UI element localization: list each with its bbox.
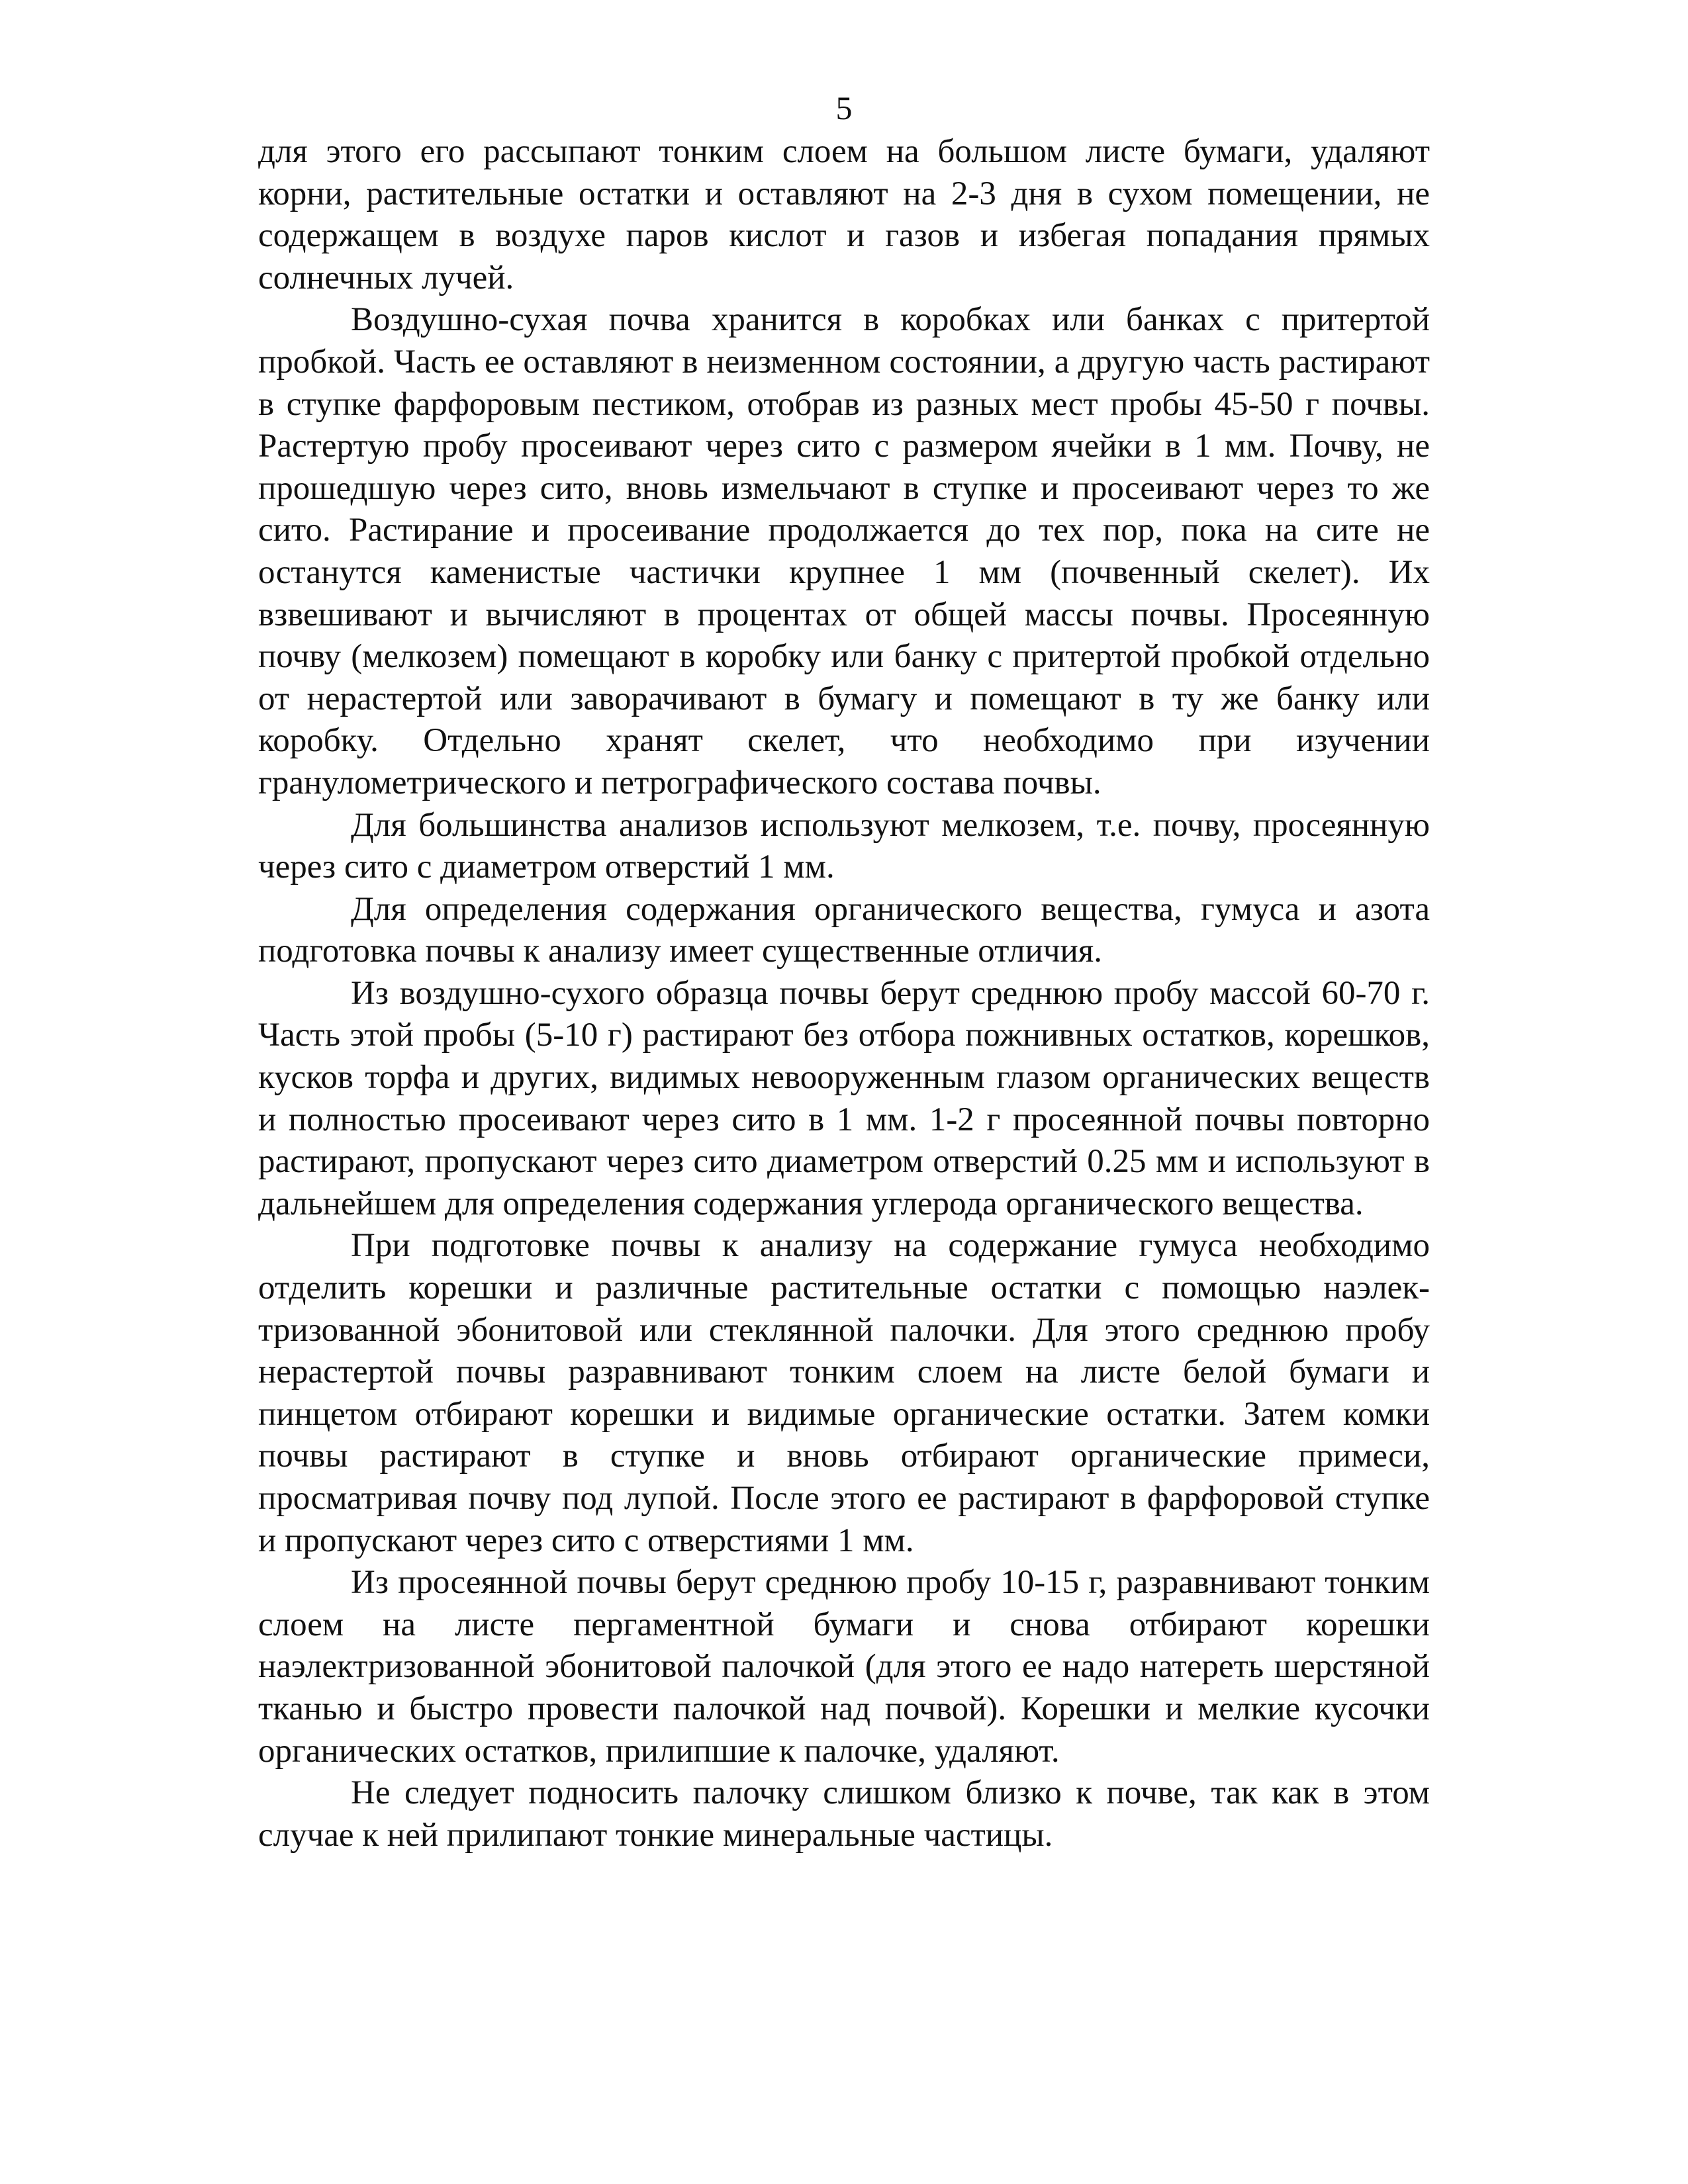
body-text [258,131,1430,1856]
paragraph-air-dry-storage: Воздушно-сухая почва хранится в коробках или банках с притертой пробкой. Часть ее оставляют в неизменном состоянии, а другую часть растирают в ступке фарфоровым пестиком, отобрав из разных мест пробы 45-50 г почвы. Растертую пробу просеивают через сито с размером ячейки в 1 мм. Почву, не прошедшую через сито, вновь измельчают в ступке и просеивают через то же сито. Растирание и просеивание продолжается до тех пор, пока на сите не останутся каменистые частички крупнее 1 мм (почвенный скелет). Их взвешивают и вычисляют в процентах от общей массы почвы. Просеянную почву (мелкозем) помещают в коробку или банку с притертой пробкой отдельно от нерастертой или заворачивают в бумагу и помещают в ту же банку или коробку. Отдельно хранят скелет, что необходимо при изучении гранулометрического и петрографического состава почвы. [258,301,1430,801]
paragraph-organic-preparation: Для определения содержания органического вещества, гумуса и азота подготовка почвы к анализу имеет существенные отличия. [258,890,1430,970]
page-number: 5 [835,89,853,126]
paragraph-fine-earth: Для большинства анализов используют мелкозем, т.е. почву, просеянную через сито с диаметром отверстий 1 мм. [258,806,1430,886]
paragraph-average-sample: Из воздушно-сухого образца почвы берут среднюю пробу массой 60-70 г. Часть этой пробы (5-10 г) растирают без отбора пожнивных остатков, корешков, кусков торфа и других, видимых невооруженным глазом органических веществ и полностью просеивают через сито в 1 мм. 1-2 г просеянной почвы повторно растирают, пропускают через сито диаметром отверстий 0.25 мм и используют в дальнейшем для определения содержания углерода органического вещества. [258,974,1430,1222]
paragraph-drying-continuation: для этого его рассыпают тонким слоем на большом листе бумаги, удаляют корни, растительные остатки и оставляют на 2-3 дня в сухом помещении, не содержащем в воздухе паров кислот и газов и избегая попадания прямых солнечных лучей. [258,133,1430,296]
paragraph-sieved-soil: Из просеянной почвы берут среднюю пробу 10-15 г, разравнивают тонким слоем на листе пергаментной бумаги и снова отбирают корешки наэлектризованной эбонитовой палочкой (для этого ее надо натереть шерстяной тканью и быстро провести палочкой над почвой). Корешки и мелкие кусочки органических остатков, прилипшие к палочке, удаляют. [258,1564,1430,1770]
paragraph-caution: Не следует подносить палочку слишком близко к почве, так как в этом случае к ней прилипают тонкие минеральные частицы. [258,1774,1430,1854]
paragraph-humus-preparation: При подготовке почвы к анализу на содержание гумуса необходимо отделить корешки и различные растительные остатки с помощью наэлектризованной эбонитовой или стеклянной палочки. Для этого среднюю пробу нерастертой почвы разравнивают тонким слоем на листе белой бумаги и пинцетом отбирают корешки и видимые органические остатки. Затем комки почвы растирают в ступке и вновь отбирают органические примеси, просматривая почву под лупой. После этого ее растирают в фарфоровой ступке и пропускают через сито с отверстиями 1 мм. [258,1227,1430,1559]
